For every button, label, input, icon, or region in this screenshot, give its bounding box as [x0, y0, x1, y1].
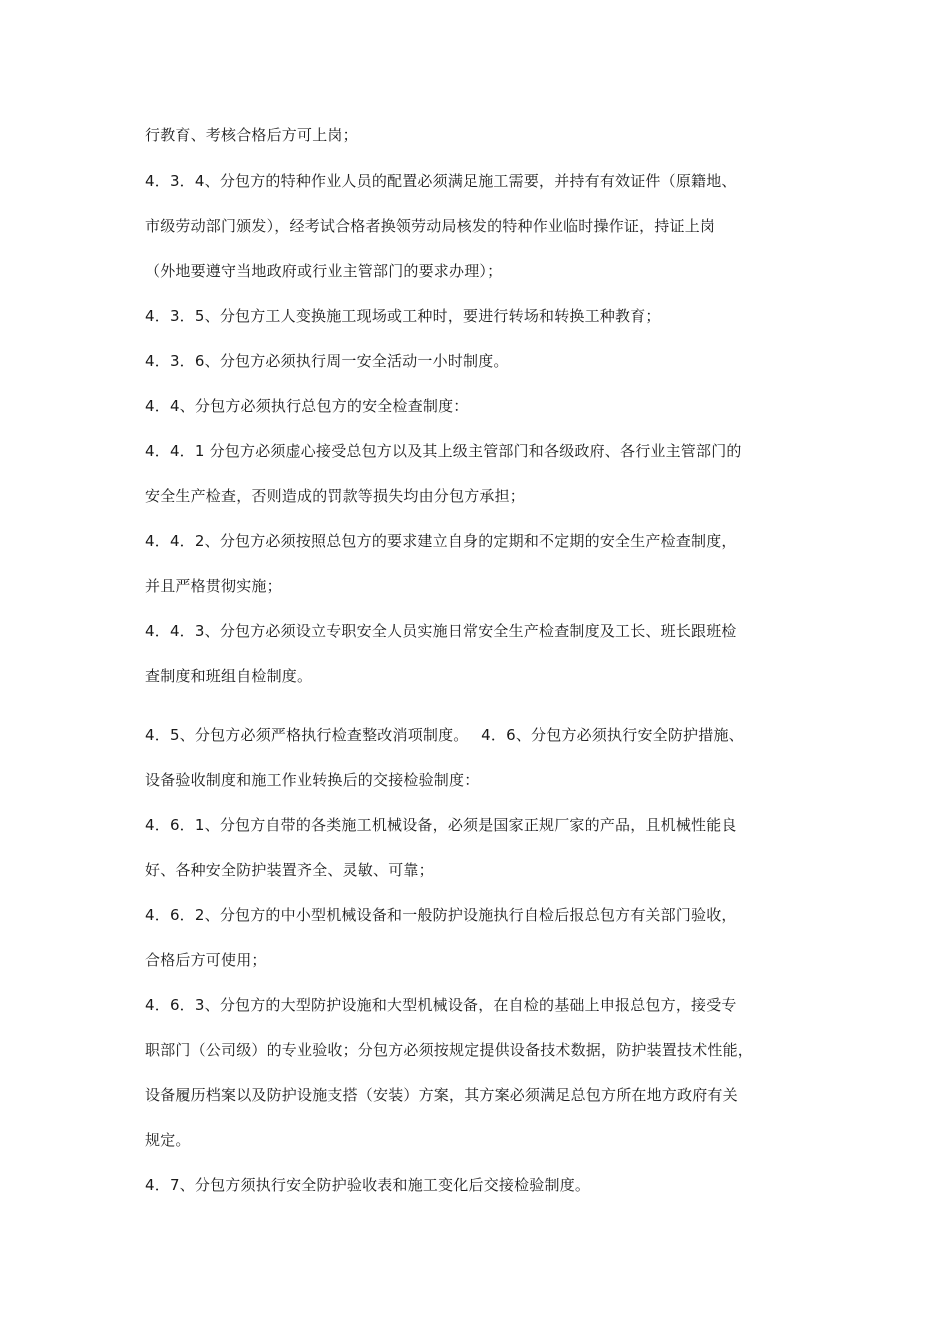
text-line: 4．3．4、分包方的特种作业人员的配置必须满足施工需要，并持有有效证件（原籍地、 [145, 172, 737, 190]
text-line: 4．7、分包方须执行安全防护验收表和施工变化后交接检验制度。 [145, 1176, 591, 1194]
text-line: 并且严格贯彻实施； [145, 577, 282, 595]
text-line: 4．4、分包方必须执行总包方的安全检查制度： [145, 397, 469, 415]
text-line: 职部门（公司级）的专业验收；分包方必须按规定提供设备技术数据，防护装置技术性能， [145, 1041, 754, 1059]
text-line: 4．4．1 分包方必须虚心接受总包方以及其上级主管部门和各级政府、各行业主管部门的 [145, 442, 742, 460]
text-line: 4．6．1、分包方自带的各类施工机械设备，必须是国家正规厂家的产品，且机械性能良 [145, 816, 737, 834]
text-line: 市级劳动部门颁发），经考试合格者换领劳动局核发的特种作业临时操作证，持证上岗 [145, 217, 716, 235]
text-line: 合格后方可使用； [145, 951, 267, 969]
text-line: 4．3．6、分包方必须执行周一安全活动一小时制度。 [145, 352, 509, 370]
text-line: 好、各种安全防护装置齐全、灵敏、可靠； [145, 861, 434, 879]
text-line: 4．3．5、分包方工人变换施工现场或工种时，要进行转场和转换工种教育； [145, 307, 661, 325]
text-line: 设备验收制度和施工作业转换后的交接检验制度： [145, 771, 480, 789]
text-line: 4．6．3、分包方的大型防护设施和大型机械设备，在自检的基础上申报总包方，接受专 [145, 996, 737, 1014]
text-line: 4．4．2、分包方必须按照总包方的要求建立自身的定期和不定期的安全生产检查制度， [145, 532, 737, 550]
text-line: 规定。 [145, 1131, 191, 1149]
text-line: 安全生产检查，否则造成的罚款等损失均由分包方承担； [145, 487, 526, 505]
text-line: 4．5、分包方必须严格执行检查整改消项制度。 4．6、分包方必须执行安全防护措施、 [145, 726, 744, 744]
text-line: 4．4．3、分包方必须设立专职安全人员实施日常安全生产检查制度及工长、班长跟班检 [145, 622, 737, 640]
text-line: 查制度和班组自检制度。 [145, 667, 313, 685]
text-line: 4．6．2、分包方的中小型机械设备和一般防护设施执行自检后报总包方有关部门验收， [145, 906, 737, 924]
text-line: （外地要遵守当地政府或行业主管部门的要求办理）； [145, 262, 503, 280]
text-line: 行教育、考核合格后方可上岗； [145, 126, 358, 144]
text-line: 设备履历档案以及防护设施支搭（安装）方案，其方案必须满足总包方所在地方政府有关 [145, 1086, 738, 1104]
